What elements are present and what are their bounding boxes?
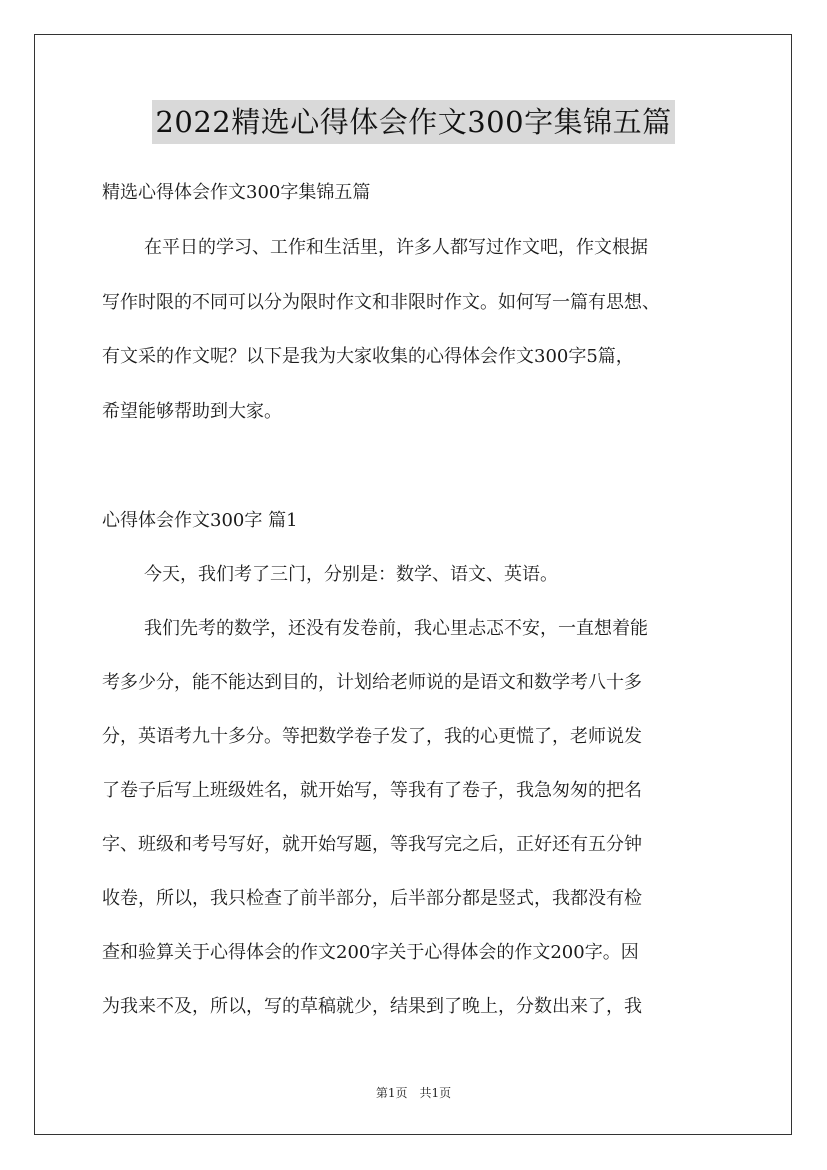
document-title: 2022精选心得体会作文300字集锦五篇 (152, 100, 674, 144)
paragraph-line: 分，英语考九十多分。等把数学卷子发了，我的心更慌了，老师说发 (102, 726, 642, 747)
paragraph-line: 我们先考的数学，还没有发卷前，我心里忐忑不安，一直想着能 (144, 618, 648, 639)
paragraph-line: 考多少分，能不能达到目的，计划给老师说的是语文和数学考八十多 (102, 672, 642, 693)
paragraph-line: 字、班级和考号写好，就开始写题，等我写完之后，正好还有五分钟 (102, 834, 642, 855)
paragraph-line: 查和验算关于心得体会的作文200字关于心得体会的作文200字。因 (102, 942, 639, 963)
page-number-footer: 第1页 共1页 (375, 1086, 452, 1100)
title-container (0, 100, 827, 144)
intro-line: 在平日的学习、工作和生活里，许多人都写过作文吧，作文根据 (144, 237, 648, 258)
intro-line: 写作时限的不同可以分为限时作文和非限时作文。如何写一篇有思想、 (102, 292, 660, 313)
paragraph-line: 了卷子后写上班级姓名，就开始写，等我有了卷子，我急匆匆的把名 (102, 780, 642, 801)
intro-line: 希望能够帮助到大家。 (102, 401, 282, 422)
paragraph-line: 为我来不及，所以，写的草稿就少，结果到了晚上，分数出来了，我 (102, 996, 642, 1017)
intro-line: 有文采的作文呢？以下是我为大家收集的心得体会作文300字5篇， (102, 346, 634, 367)
section-heading: 心得体会作文300字 篇1 (102, 510, 298, 531)
document-subtitle: 精选心得体会作文300字集锦五篇 (102, 182, 371, 203)
paragraph-line: 今天，我们考了三门，分别是：数学、语文、英语。 (144, 564, 558, 585)
paragraph-line: 收卷，所以，我只检查了前半部分，后半部分都是竖式，我都没有检 (102, 888, 642, 909)
